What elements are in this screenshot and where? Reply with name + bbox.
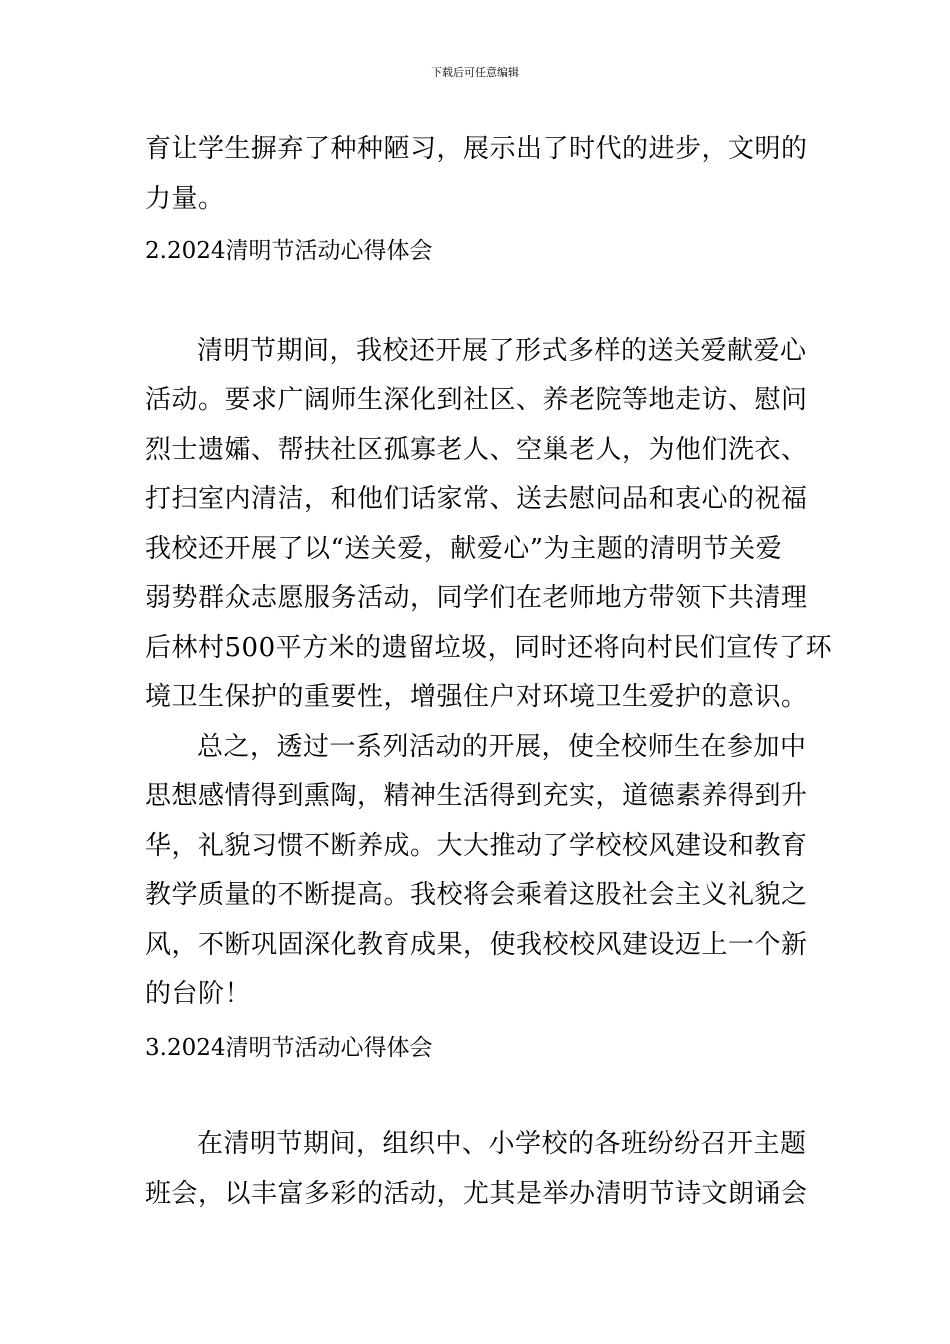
- paragraph-line: 我校还开展了以“送关爱，献爱心”为主题的清明节关爱: [145, 534, 783, 564]
- page-header: 下载后可任意编辑: [431, 66, 519, 79]
- paragraph-line: 的台阶！: [145, 979, 252, 1009]
- paragraph-line: 育让学生摒弃了种种陋习，展示出了时代的进步，文明的: [145, 134, 808, 164]
- paragraph-line: 华，礼貌习惯不断养成。大大推动了学校校风建设和教育: [145, 831, 808, 861]
- paragraph-line: 清明节期间，我校还开展了形式多样的送关爱献爱心: [197, 336, 807, 366]
- paragraph-line: 在清明节期间，组织中、小学校的各班纷纷召开主题: [197, 1129, 807, 1159]
- paragraph-line: 打扫室内清洁，和他们话家常、送去慰问品和衷心的祝福: [145, 484, 808, 514]
- section-heading-3: 3.2024清明节活动心得体会: [145, 1035, 433, 1061]
- paragraph-line: 弱势群众志愿服务活动，同学们在老师地方带领下共清理: [145, 583, 808, 613]
- paragraph-line: 思想感情得到熏陶，精神生活得到充实，道德素养得到升: [145, 781, 808, 811]
- paragraph-line: 后林村500平方米的遗留垃圾，同时还将向村民们宣传了环: [145, 633, 833, 663]
- paragraph-line: 活动。要求广阔师生深化到社区、养老院等地走访、慰问: [145, 385, 808, 415]
- paragraph-line: 总之，透过一系列活动的开展，使全校师生在参加中: [197, 732, 807, 762]
- paragraph-line: 境卫生保护的重要性，增强住户对环境卫生爱护的意识。: [145, 682, 808, 712]
- paragraph-line: 教学质量的不断提高。我校将会乘着这股社会主义礼貌之: [145, 880, 808, 910]
- section-heading-2: 2.2024清明节活动心得体会: [145, 238, 433, 264]
- paragraph-line: 风，不断巩固深化教育成果，使我校校风建设迈上一个新: [145, 930, 808, 960]
- paragraph-line: 烈士遗孀、帮扶社区孤寡老人、空巢老人，为他们洗衣、: [145, 435, 808, 465]
- paragraph-line: 力量。: [145, 184, 225, 214]
- paragraph-line: 班会，以丰富多彩的活动，尤其是举办清明节诗文朗诵会: [145, 1179, 808, 1209]
